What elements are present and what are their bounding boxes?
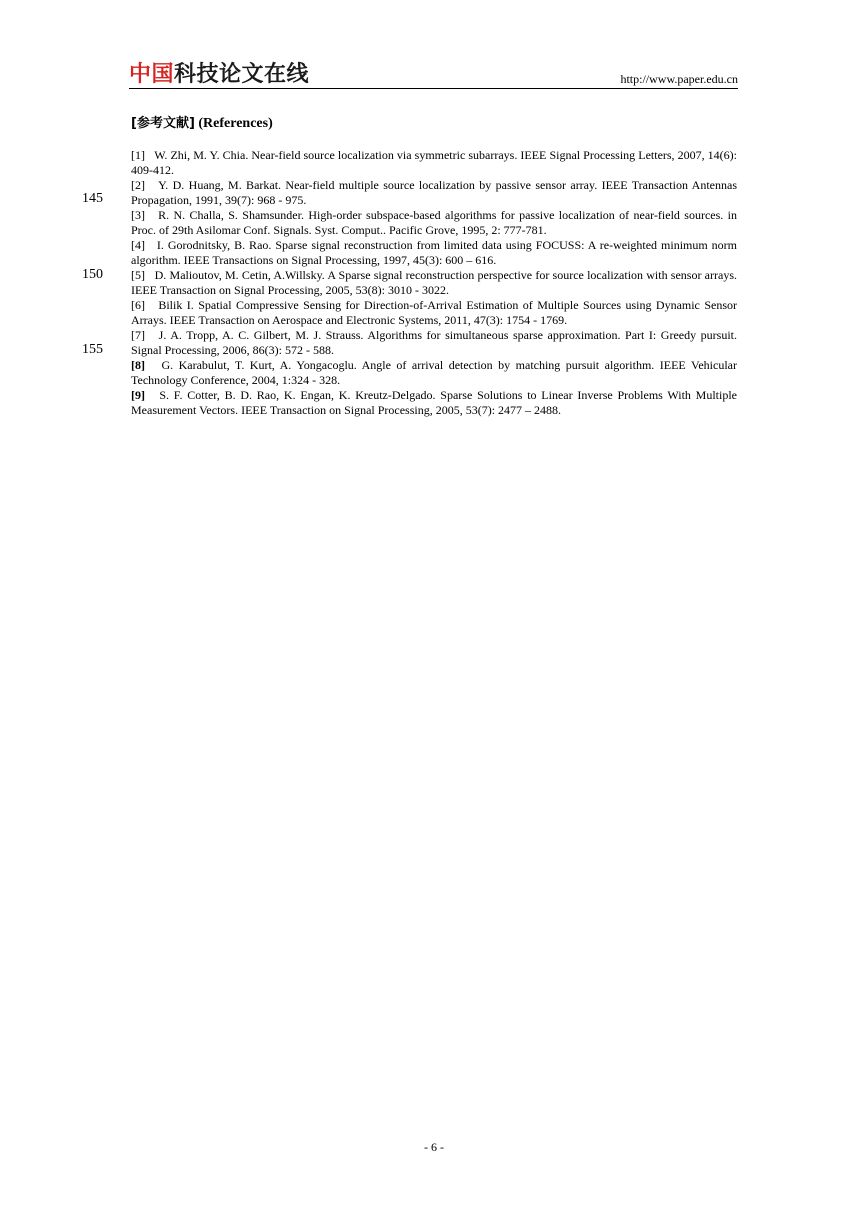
references-heading-cn: [参考文献] xyxy=(131,116,195,131)
reference-item xyxy=(131,358,737,388)
reference-text: J. A. Tropp, A. C. Gilbert, M. J. Strauss. Algorithms for simultaneous sparse approximation. Part I: Greedy pursuit. Signal Processing, 2006, 86(3): 572 - 588. xyxy=(131,328,737,357)
reference-list xyxy=(131,148,737,418)
reference-text: I. Gorodnitsky, B. Rao. Sparse signal reconstruction from limited data using FOCUSS: A re-weighted minimum norm algorithm. IEEE Transactions on Signal Processing, 1997, 45(3): 600 – 616. xyxy=(131,238,738,267)
logo-red-text: 中国 xyxy=(129,62,175,87)
line-number: 150 xyxy=(82,267,103,282)
reference-number: [2] xyxy=(131,178,145,192)
reference-text: R. N. Challa, S. Shamsunder. High-order subspace-based algorithms for passive localization of near-field sources. in Proc. of 29th Asilomar Conf. Signals. Syst. Comput.. Pacific Grove, 1995, 2: 777-781. xyxy=(131,208,737,237)
logo-black-text: 科技论文在线 xyxy=(174,62,310,87)
reference-number: [6] xyxy=(131,298,145,312)
reference-item xyxy=(131,268,737,298)
line-number: 155 xyxy=(82,342,103,357)
reference-number: [3] xyxy=(131,208,145,222)
site-logo xyxy=(129,60,309,90)
reference-text: S. F. Cotter, B. D. Rao, K. Engan, K. Kreutz-Delgado. Sparse Solutions to Linear Inverse Problems With Multiple Measurement Vectors. IEEE Transaction on Signal Processing, 2005, 53(7): 2477 – 2488. xyxy=(131,388,738,417)
references-heading-en: (References) xyxy=(198,116,273,131)
reference-item xyxy=(131,238,737,268)
reference-number: [9] xyxy=(131,388,145,402)
reference-text: W. Zhi, M. Y. Chia. Near-field source localization via symmetric subarrays. IEEE Signal Processing Letters, 2007, 14(6): 409-412. xyxy=(131,148,738,177)
header-url: http://www.paper.edu.cn xyxy=(620,72,738,86)
reference-number: [1] xyxy=(131,148,145,162)
reference-item xyxy=(131,328,737,358)
reference-item xyxy=(131,178,737,208)
reference-item xyxy=(131,298,737,328)
line-number: 145 xyxy=(82,191,103,206)
reference-number: [8] xyxy=(131,358,145,372)
header-rule xyxy=(129,88,738,89)
reference-text: Bilik I. Spatial Compressive Sensing for Direction-of-Arrival Estimation of Multiple Sources using Dynamic Sensor Arrays. IEEE Transaction on Aerospace and Electronic Systems, 2011, 47(3): 1754 - 1769. xyxy=(131,298,737,327)
page-number: - 6 - xyxy=(424,1140,444,1154)
reference-item xyxy=(131,148,737,178)
reference-number: [5] xyxy=(131,268,145,282)
reference-text: D. Malioutov, M. Cetin, A.Willsky. A Sparse signal reconstruction perspective for source localization with sensor arrays. IEEE Transaction on Signal Processing, 2005, 53(8): 3010 - 3022. xyxy=(131,268,738,297)
reference-item xyxy=(131,388,737,418)
references-heading xyxy=(131,115,273,133)
reference-text: G. Karabulut, T. Kurt, A. Yongacoglu. Angle of arrival detection by matching pursuit algorithm. IEEE Vehicular Technology Conference, 2004, 1:324 - 328. xyxy=(131,358,737,387)
reference-number: [7] xyxy=(131,328,145,342)
reference-text: Y. D. Huang, M. Barkat. Near-field multiple source localization by passive sensor array. IEEE Transaction Antennas Propagation, 1991, 39(7): 968 - 975. xyxy=(131,178,737,207)
reference-item xyxy=(131,208,737,238)
reference-number: [4] xyxy=(131,238,145,252)
